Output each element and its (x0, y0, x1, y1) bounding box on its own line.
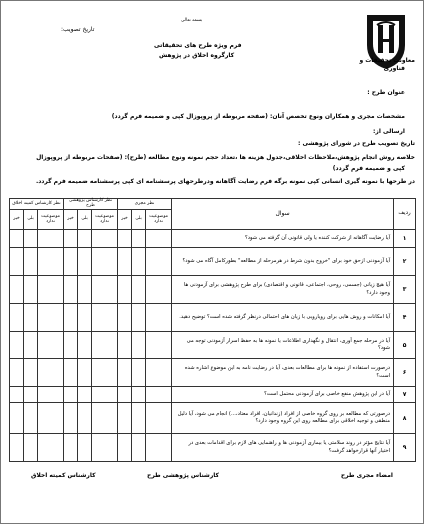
answer-checkbox-cell[interactable] (64, 276, 78, 304)
answer-checkbox-cell[interactable] (118, 303, 132, 331)
answer-checkbox-cell[interactable] (10, 387, 24, 403)
row-number: ۷ (394, 387, 416, 403)
header-reviewer-no: خیر (64, 209, 78, 229)
row-number: ۹ (394, 434, 416, 462)
question-text: درصورت استفاده از نمونه ها برای مطالعات بعدی، آیا در رضایت نامه به این موضوع اشاره شده است؟ (172, 359, 394, 387)
answer-checkbox-cell[interactable] (78, 403, 92, 434)
table-row (10, 387, 416, 403)
bismillah: بسمه تعالی (181, 18, 203, 23)
answer-checkbox-cell[interactable] (24, 387, 38, 403)
answer-checkbox-cell[interactable] (92, 331, 118, 359)
answer-checkbox-cell[interactable] (118, 387, 132, 403)
org-name-line1: معاونت تحقیقات و (359, 57, 415, 64)
answer-checkbox-cell[interactable] (146, 248, 172, 276)
answer-checkbox-cell[interactable] (24, 331, 38, 359)
header-executor-yes: بلی (132, 209, 146, 229)
answer-checkbox-cell[interactable] (38, 434, 64, 462)
answer-checkbox-cell[interactable] (118, 331, 132, 359)
answer-checkbox-cell[interactable] (64, 331, 78, 359)
answer-checkbox-cell[interactable] (10, 331, 24, 359)
answer-checkbox-cell[interactable] (38, 387, 64, 403)
approval-date-label: تاریخ تصویب: (61, 26, 95, 33)
table-row (10, 230, 416, 248)
answer-checkbox-cell[interactable] (132, 331, 146, 359)
answer-checkbox-cell[interactable] (78, 331, 92, 359)
answer-checkbox-cell[interactable] (92, 359, 118, 387)
answer-checkbox-cell[interactable] (64, 248, 78, 276)
answer-checkbox-cell[interactable] (24, 434, 38, 462)
answer-checkbox-cell[interactable] (132, 403, 146, 434)
table-row (10, 248, 416, 276)
answer-checkbox-cell[interactable] (24, 403, 38, 434)
header-reviewer-na: موضوعیت ندارد (92, 209, 118, 229)
table-row (10, 276, 416, 304)
answer-checkbox-cell[interactable] (24, 248, 38, 276)
answer-checkbox-cell[interactable] (38, 403, 64, 434)
answer-checkbox-cell[interactable] (118, 403, 132, 434)
answer-checkbox-cell[interactable] (38, 276, 64, 304)
answer-checkbox-cell[interactable] (132, 434, 146, 462)
answer-checkbox-cell[interactable] (92, 303, 118, 331)
signature-executor: امضاء مجری طرح (340, 472, 393, 479)
answer-checkbox-cell[interactable] (10, 248, 24, 276)
answer-checkbox-cell[interactable] (132, 276, 146, 304)
header-committee-na: موضوعیت ندارد (38, 209, 64, 229)
header-committee-yes: بلی (24, 209, 38, 229)
summary-line1: خلاصه روش انجام پژوهش،ملاحظات اخلاقی،جدول هزینه ها ،تعداد حجم نمونه ونوع مطالعه (طرح): (صفحات مربوطه از پروپوزال (36, 154, 415, 161)
answer-checkbox-cell[interactable] (78, 230, 92, 248)
header-executor: نظر مجری (118, 199, 172, 210)
answer-checkbox-cell[interactable] (64, 230, 78, 248)
table-row (10, 331, 416, 359)
signature-reviewer: کارشناس پژوهشی طرح (147, 472, 220, 479)
answer-checkbox-cell[interactable] (10, 434, 24, 462)
answer-checkbox-cell[interactable] (10, 230, 24, 248)
row-number: ۱ (394, 230, 416, 248)
answer-checkbox-cell[interactable] (92, 230, 118, 248)
council-date-label: تاریخ تصویب طرح در شورای پژوهشی : (298, 140, 415, 147)
row-number: ۸ (394, 403, 416, 434)
header-reviewer-yes: بلی (78, 209, 92, 229)
answer-checkbox-cell[interactable] (92, 403, 118, 434)
header-reviewer: نظر کارشناس پژوهشی طرح (64, 199, 118, 210)
answer-checkbox-cell[interactable] (92, 276, 118, 304)
answer-checkbox-cell[interactable] (64, 403, 78, 434)
project-title-label: عنوان طرح : (367, 89, 405, 96)
question-text: آیا نتایج مؤثر در روند سلامتی یا بیماری آزمودنی ها و راهنمایی های لازم برای اقدامات بعدی در اختیار آنها قرارخواهد گرفت؟ (172, 434, 394, 462)
answer-checkbox-cell[interactable] (92, 248, 118, 276)
answer-checkbox-cell[interactable] (10, 276, 24, 304)
answer-checkbox-cell[interactable] (132, 303, 146, 331)
executors-label: مشخصات مجری و همکاران ونوع تخصص آنان: (صفحه مربوطه از پروپوزال کپی و ضمیمه فرم گردد) (111, 113, 405, 120)
answer-checkbox-cell[interactable] (146, 331, 172, 359)
answer-checkbox-cell[interactable] (146, 230, 172, 248)
summary-line2: کپی و ضمیمه فرم گردد) (332, 165, 405, 172)
answer-checkbox-cell[interactable] (146, 434, 172, 462)
answer-checkbox-cell[interactable] (146, 303, 172, 331)
answer-checkbox-cell[interactable] (24, 303, 38, 331)
answer-checkbox-cell[interactable] (78, 387, 92, 403)
answer-checkbox-cell[interactable] (38, 230, 64, 248)
question-text: آیا هیچ زیانی (جسمی، روحی، اجتماعی، قانونی و اقتصادی) برای طرح پژوهشی برای آزمودنی ها وجود دارد؟ (172, 276, 394, 304)
send-date-label: ارسالی از: (373, 128, 405, 135)
row-number: ۴ (394, 303, 416, 331)
row-number: ۳ (394, 276, 416, 304)
signature-committee: کارشناس کمیته اخلاق (31, 472, 96, 479)
table-row (10, 403, 416, 434)
answer-checkbox-cell[interactable] (132, 359, 146, 387)
question-text: آیا آزمودنی ازحق خود برای "خروج بدون شرط در هرمرحله از مطالعه" بطورکامل آگاه می شود؟ (172, 248, 394, 276)
answer-checkbox-cell[interactable] (10, 403, 24, 434)
row-number: ۶ (394, 359, 416, 387)
answer-checkbox-cell[interactable] (10, 303, 24, 331)
form-subtitle: کارگروه اخلاق در پژوهش (159, 52, 235, 59)
table-row (10, 303, 416, 331)
answer-checkbox-cell[interactable] (38, 303, 64, 331)
answer-checkbox-cell[interactable] (78, 276, 92, 304)
header-row-number: ردیف (394, 199, 416, 230)
answer-checkbox-cell[interactable] (38, 248, 64, 276)
answer-checkbox-cell[interactable] (132, 248, 146, 276)
answer-checkbox-cell[interactable] (38, 331, 64, 359)
header-executor-no: خیر (118, 209, 132, 229)
header-committee: نظر کارشناس کمیته اخلاق (10, 199, 64, 210)
answer-checkbox-cell[interactable] (64, 359, 78, 387)
header-committee-no: خیر (10, 209, 24, 229)
answer-checkbox-cell[interactable] (78, 303, 92, 331)
question-text: آیا امکانات و روش هایی برای رویارویی با زیان های احتمالی درنظر گرفته شده است؟ توضیح دهید. (172, 303, 394, 331)
answer-checkbox-cell[interactable] (146, 403, 172, 434)
table-row (10, 359, 416, 387)
answer-checkbox-cell[interactable] (24, 359, 38, 387)
ethics-checklist-table (9, 198, 416, 462)
answer-checkbox-cell[interactable] (146, 276, 172, 304)
answer-checkbox-cell[interactable] (118, 359, 132, 387)
question-text: آیا رضایت آگاهانه از شرکت کننده یا ولی قانونی آن گرفته می شود؟ (172, 230, 394, 248)
answer-checkbox-cell[interactable] (132, 387, 146, 403)
answer-checkbox-cell[interactable] (78, 434, 92, 462)
answer-checkbox-cell[interactable] (64, 434, 78, 462)
answer-checkbox-cell[interactable] (118, 434, 132, 462)
answer-checkbox-cell[interactable] (24, 230, 38, 248)
answer-checkbox-cell[interactable] (78, 248, 92, 276)
answer-checkbox-cell[interactable] (64, 387, 78, 403)
answer-checkbox-cell[interactable] (10, 359, 24, 387)
answer-checkbox-cell[interactable] (146, 359, 172, 387)
form-title: فرم ویژه طرح های تحقیقاتی (154, 42, 242, 49)
answer-checkbox-cell[interactable] (118, 276, 132, 304)
question-text: آیا در مرحله جمع آوری، انتقال و نگهداری اطلاعات یا نمونه ها به حفظ اسرار آزمودنی توجه می شود؟ (172, 331, 394, 359)
org-name-line2: فناوری (383, 65, 405, 72)
answer-checkbox-cell[interactable] (132, 230, 146, 248)
question-text: درصورتی که مطالعه بر روی گروه خاصی از افراد (زندانیان، افراد معتاد،...) انجام می شود، آیا دلیل منطقی و توجیه اخلاقی برای مطالعه روی این گروه وجود دارد؟ (172, 403, 394, 434)
table-row (10, 434, 416, 462)
answer-checkbox-cell[interactable] (146, 387, 172, 403)
answer-checkbox-cell[interactable] (92, 434, 118, 462)
answer-checkbox-cell[interactable] (118, 230, 132, 248)
row-number: ۵ (394, 331, 416, 359)
answer-checkbox-cell[interactable] (64, 303, 78, 331)
question-text: آیا در این پژوهش منفع خاصی برای آزمودنی محتمل است؟ (172, 387, 394, 403)
answer-checkbox-cell[interactable] (118, 248, 132, 276)
row-number: ۲ (394, 248, 416, 276)
answer-checkbox-cell[interactable] (92, 387, 118, 403)
note: در طرحها با نمونه گیری انسانی کپی نمونه برگه فرم رضایت آگاهانه ودرطرحهای پرسشنامه ای کپی پرسشنامه ضمیمه فرم گردد. (35, 178, 415, 185)
answer-checkbox-cell[interactable] (24, 276, 38, 304)
answer-checkbox-cell[interactable] (78, 359, 92, 387)
answer-checkbox-cell[interactable] (38, 359, 64, 387)
header-question: سوال (172, 199, 394, 230)
header-executor-na: موضوعیت ندارد (146, 209, 172, 229)
